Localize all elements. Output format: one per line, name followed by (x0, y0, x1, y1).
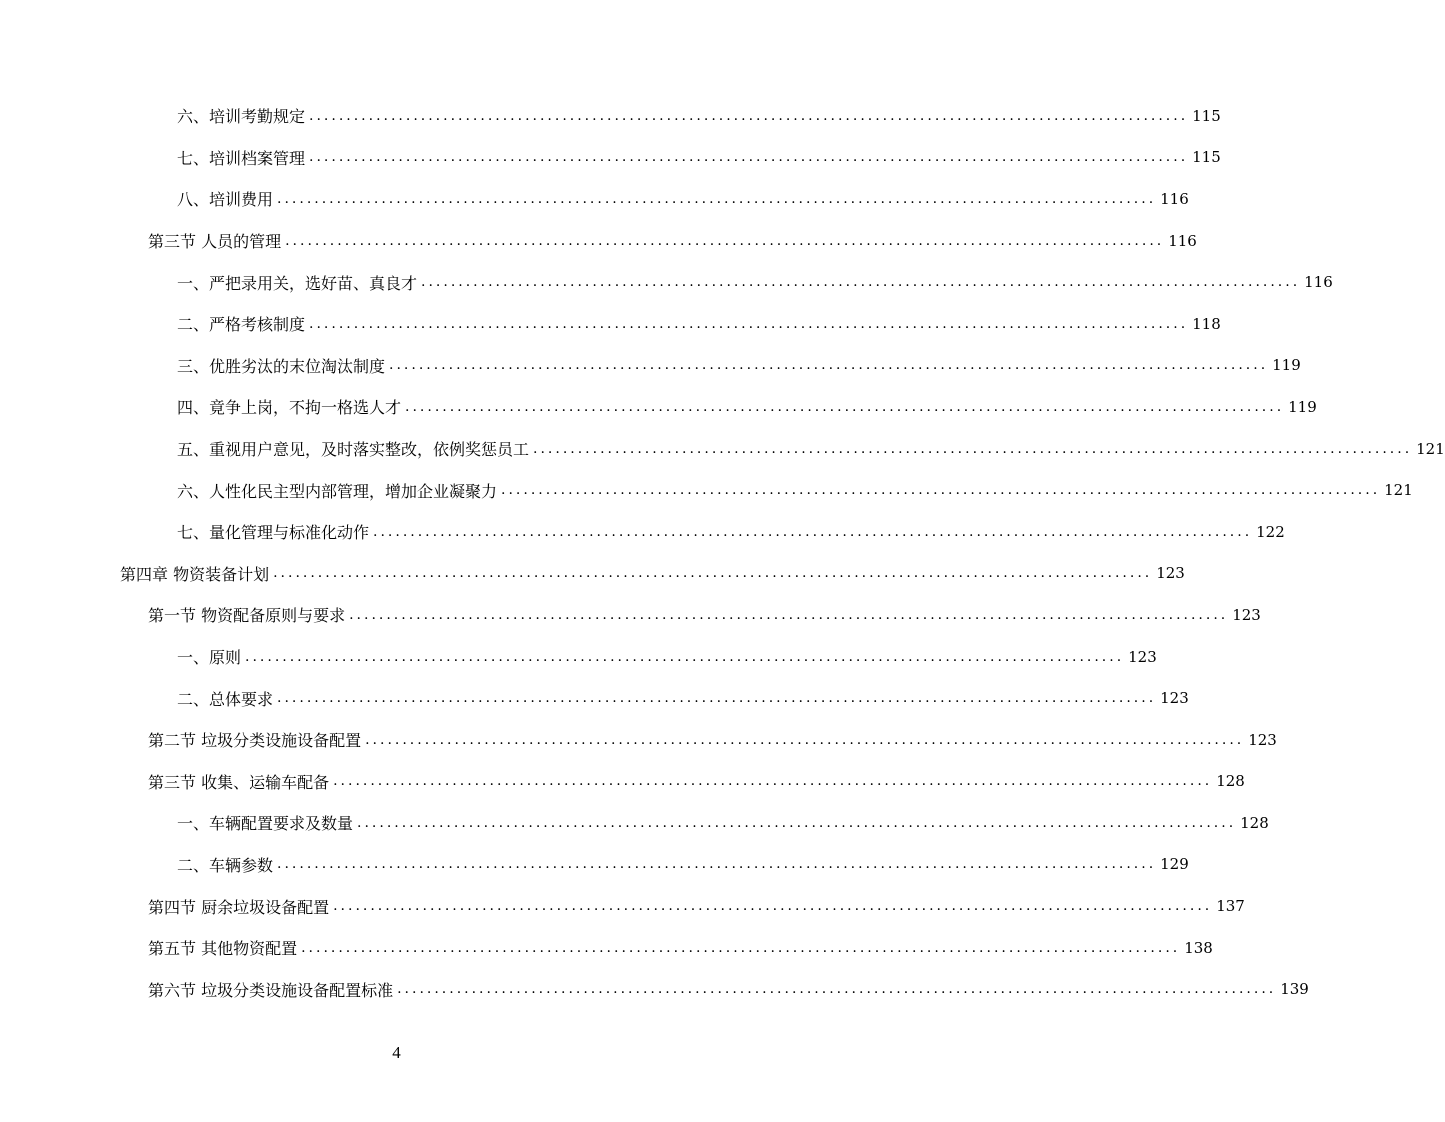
table-of-contents (0, 95, 1445, 1010)
toc-leader-dots: ...................................................................................................................... (309, 149, 1189, 166)
toc-entry-page: 119 (1288, 397, 1317, 416)
toc-leader-dots: ...................................................................................................................... (245, 648, 1125, 665)
toc-entry[interactable] (0, 220, 1197, 262)
toc-entry-title: 第五节 其他物资配置 (148, 939, 298, 959)
toc-entry[interactable] (0, 761, 1245, 803)
toc-entry-title: 六、人性化民主型内部管理，增加企业凝聚力 (177, 481, 498, 501)
toc-entry-title: 二、严格考核制度 (177, 315, 306, 335)
toc-entry[interactable] (0, 553, 1185, 595)
toc-entry-page: 128 (1240, 813, 1269, 832)
toc-entry[interactable] (0, 95, 1221, 137)
toc-entry-title: 第一节 物资配备原则与要求 (148, 606, 346, 626)
toc-entry-title: 七、量化管理与标准化动作 (177, 523, 370, 543)
toc-entry[interactable] (0, 719, 1277, 761)
toc-entry-page: 123 (1160, 689, 1189, 708)
toc-entry[interactable] (0, 677, 1189, 719)
toc-entry-title: 第四章 物资装备计划 (120, 564, 270, 584)
toc-entry-page: 115 (1192, 148, 1221, 167)
toc-entry-page: 139 (1280, 980, 1309, 999)
toc-entry-title: 第四节 厨余垃圾设备配置 (148, 897, 330, 917)
toc-entry-page: 138 (1184, 938, 1213, 957)
toc-entry-page: 118 (1192, 314, 1221, 333)
toc-leader-dots: ...................................................................................................................... (277, 690, 1157, 707)
toc-entry[interactable] (0, 469, 1413, 511)
toc-entry[interactable] (0, 594, 1261, 636)
toc-leader-dots: ...................................................................................................................... (389, 357, 1269, 374)
toc-entry[interactable] (0, 386, 1317, 428)
toc-entry-page: 116 (1160, 189, 1189, 208)
toc-entry[interactable] (0, 178, 1189, 220)
toc-entry[interactable] (0, 636, 1157, 678)
toc-entry-title: 第六节 垃圾分类设施设备配置标准 (148, 980, 394, 1000)
toc-leader-dots: ...................................................................................................................... (533, 440, 1413, 457)
toc-entry-page: 116 (1304, 273, 1333, 292)
toc-leader-dots: ...................................................................................................................... (277, 190, 1157, 207)
toc-entry-page: 123 (1156, 564, 1185, 583)
toc-entry[interactable] (0, 802, 1269, 844)
toc-leader-dots: ...................................................................................................................... (301, 939, 1181, 956)
toc-leader-dots: ...................................................................................................................... (357, 814, 1237, 831)
toc-entry-page: 129 (1160, 855, 1189, 874)
toc-entry[interactable] (0, 927, 1213, 969)
toc-entry-title: 七、培训档案管理 (177, 148, 306, 168)
toc-entry[interactable] (0, 968, 1309, 1010)
toc-leader-dots: ...................................................................................................................... (373, 523, 1253, 540)
toc-entry-page: 121 (1416, 439, 1445, 458)
toc-entry-title: 第二节 垃圾分类设施设备配置 (148, 731, 362, 751)
toc-entry[interactable] (0, 511, 1285, 553)
toc-entry-page: 123 (1128, 647, 1157, 666)
toc-leader-dots: ...................................................................................................................... (273, 565, 1153, 582)
toc-entry[interactable] (0, 885, 1245, 927)
toc-leader-dots: ...................................................................................................................... (349, 606, 1229, 623)
toc-entry-page: 115 (1192, 106, 1221, 125)
toc-leader-dots: ...................................................................................................................... (309, 315, 1189, 332)
toc-entry[interactable] (0, 303, 1221, 345)
toc-leader-dots: ...................................................................................................................... (285, 232, 1165, 249)
toc-leader-dots: ...................................................................................................................... (277, 856, 1157, 873)
toc-entry[interactable] (0, 428, 1445, 470)
toc-entry-page: 123 (1232, 605, 1261, 624)
page-number: 4 (392, 1043, 401, 1062)
toc-leader-dots: ...................................................................................................................... (333, 898, 1213, 915)
toc-leader-dots: ...................................................................................................................... (501, 482, 1381, 499)
toc-leader-dots: ...................................................................................................................... (309, 107, 1189, 124)
toc-entry[interactable] (0, 844, 1189, 886)
toc-leader-dots: ...................................................................................................................... (397, 981, 1277, 998)
toc-entry-title: 八、培训费用 (177, 190, 274, 210)
toc-entry-page: 137 (1216, 897, 1245, 916)
toc-entry-page: 119 (1272, 356, 1301, 375)
toc-entry-title: 第三节 人员的管理 (148, 232, 282, 252)
toc-entry-page: 122 (1256, 522, 1285, 541)
toc-entry[interactable] (0, 137, 1221, 179)
toc-entry-title: 二、车辆参数 (177, 855, 274, 875)
toc-entry-title: 一、车辆配置要求及数量 (177, 814, 354, 834)
toc-leader-dots: ...................................................................................................................... (405, 398, 1285, 415)
toc-entry-page: 116 (1168, 231, 1197, 250)
toc-entry-title: 二、总体要求 (177, 689, 274, 709)
toc-entry-title: 三、优胜劣汰的末位淘汰制度 (177, 356, 386, 376)
toc-entry-title: 四、竟争上岗，不拘一格选人才 (177, 398, 402, 418)
toc-entry[interactable] (0, 345, 1301, 387)
toc-entry-title: 第三节 收集、运输车配备 (148, 772, 330, 792)
toc-entry-page: 123 (1248, 730, 1277, 749)
toc-entry-page: 121 (1384, 481, 1413, 500)
toc-entry[interactable] (0, 261, 1333, 303)
toc-leader-dots: ...................................................................................................................... (421, 274, 1301, 291)
toc-leader-dots: ...................................................................................................................... (365, 731, 1245, 748)
toc-leader-dots: ...................................................................................................................... (333, 773, 1213, 790)
toc-entry-title: 五、重视用户意见，及时落实整改，依例奖惩员工 (177, 440, 530, 460)
toc-entry-title: 六、培训考勤规定 (177, 107, 306, 127)
toc-entry-title: 一、原则 (177, 648, 242, 668)
toc-entry-title: 一、严把录用关，选好苗、真良才 (177, 273, 418, 293)
toc-entry-page: 128 (1216, 772, 1245, 791)
